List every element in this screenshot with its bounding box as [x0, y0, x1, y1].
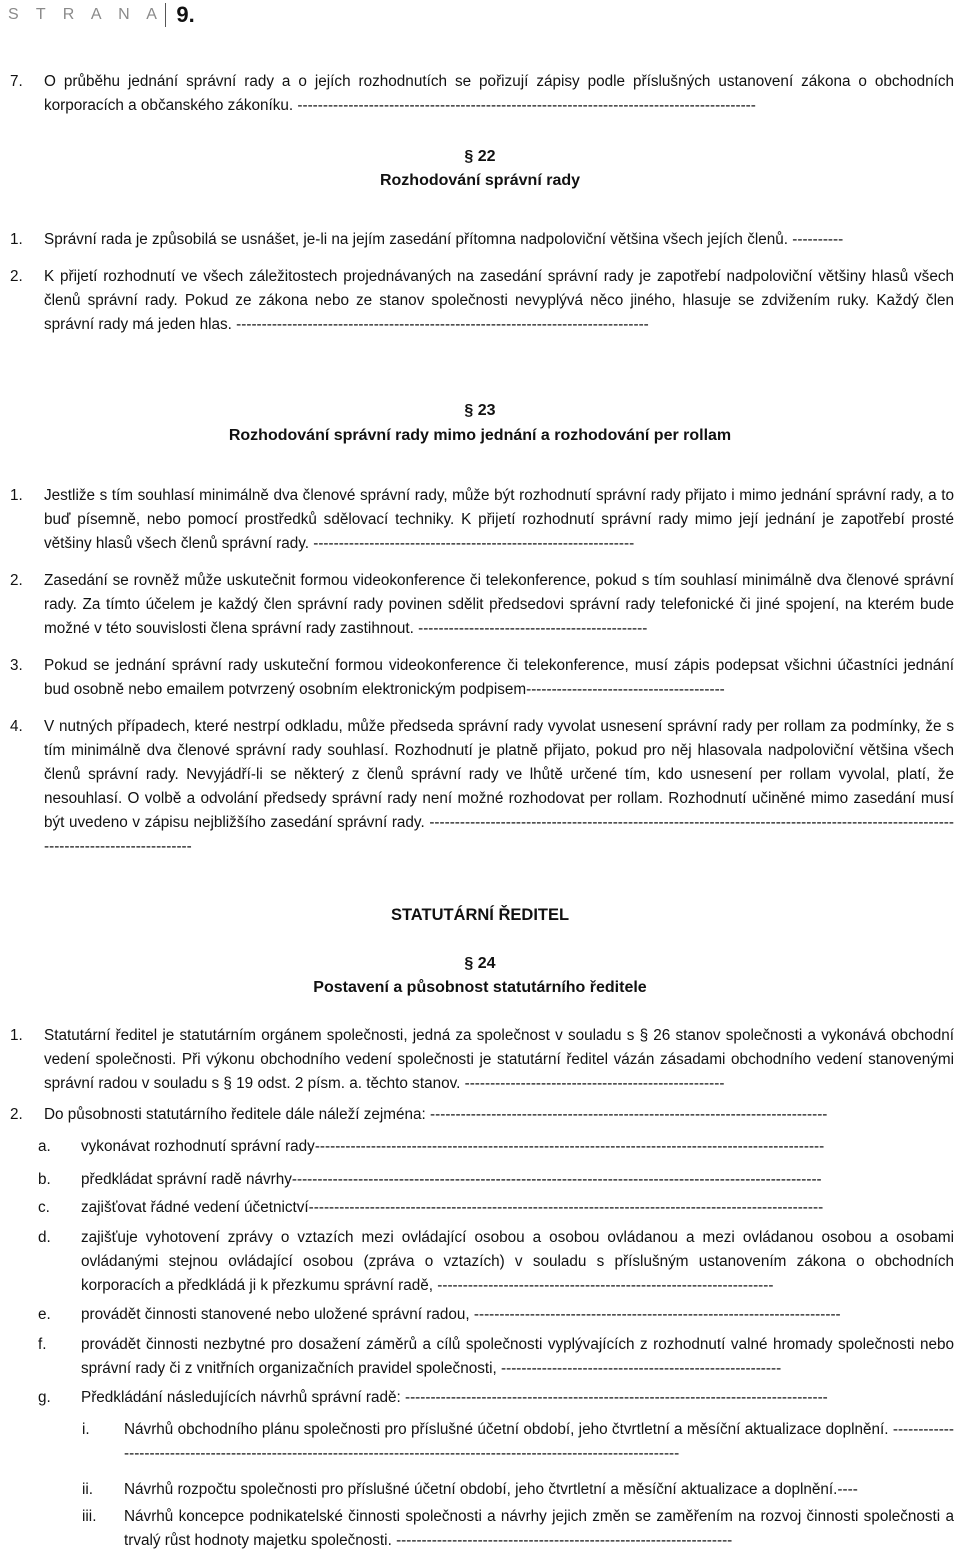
- section-24-title: Postavení a působnost statutárního ředitele: [313, 979, 647, 996]
- s23-item-3: 3. Pokud se jednání správní rady uskuteční formou videokonference či telekonference, musí zápis podepsat všichni účastníci jednání bud osobně nebo emailem potvrzený osobním elektronickým podpisem---------------------------------------: [10, 657, 954, 698]
- page-label: S T R A N A: [8, 6, 164, 23]
- s22-item-1: 1. Správní rada je způsobilá se usnášet, je-li na jejím zasedání přítomna nadpoloviční většina všech jejích členů. ----------: [10, 231, 844, 248]
- section-22-title: Rozhodování správní rady: [379, 172, 581, 189]
- header-divider: [165, 3, 166, 27]
- s24-letter-g: g. Předkládání následujících návrhů správní radě: -----------------------------------------------------------------------------------: [38, 1389, 828, 1406]
- chapter-title: STATUTÁRNÍ ŘEDITEL: [390, 906, 570, 924]
- section-24-number: § 24: [464, 955, 496, 972]
- s24-letter-d: d. zajišťuje vyhotovení zprávy o vztazích mezi ovládající osobou a osobou ovládanou a mezi ovládanou osobou a osobami ovládanými stejnou ovládající osobou (zpráva o vztazích) v souladu s příslušným ustanovením zákona o obchodních korporacích a předkládá ji k přezkumu správní radě, ------------------------------------------------------------------: [38, 1229, 954, 1294]
- page-number: 9.: [176, 2, 195, 27]
- s24-roman-i: i. Návrhů obchodního plánu společnosti pro příslušné účetní období, jeho čtvrtletní a měsíční aktualizace doplnění. -------------------------------------------------------------------------------------------------------------------------: [82, 1421, 954, 1462]
- item-number: 7.: [10, 73, 23, 90]
- s24-item-2: 2. Do působnosti statutárního ředitele dále náleží zejména: ------------------------------------------------------------------------------: [10, 1106, 828, 1123]
- s24-letter-e: e. provádět činnosti stanovené nebo uložené správní radou, ------------------------------------------------------------------------: [38, 1306, 841, 1323]
- s24-letter-b: b. předkládat správní radě návrhy--------------------------------------------------------------------------------------------------------: [38, 1171, 822, 1188]
- page-header: [8, 3, 195, 27]
- s24-roman-ii: ii. Návrhů rozpočtu společnosti pro příslušné účetní období, jeho čtvrtletní a měsíční aktualizace a doplnění.----: [82, 1481, 858, 1498]
- item-text: O průběhu jednání správní rady a o jejích rozhodnutích se pořizují zápisy podle příslušných ustanovení zákona o obchodních korporacích a občanského zákoníku. ------------------------------------------------------------------------------------------: [44, 73, 954, 114]
- s24-roman-iii: iii. Návrhů koncepce podnikatelské činnosti společnosti a návrhy jejich změn se zaměřením na rozvoj činnosti společnosti a trvalý růst hodnoty majetku společnosti. ------------------------------------------------------------------: [82, 1508, 954, 1549]
- s24-item-1: 1. Statutární ředitel je statutárním orgánem společnosti, jedná za společnost v souladu s § 26 stanov společnosti a vykonává obchodní vedení společnosti. Při výkonu obchodního vedení společnosti je statutární ředitel vázán zásadami obchodního vedení stanovenými správní radou v souladu s § 19 odst. 2 písm. a. těchto stanov. ---------------------------------------------------: [10, 1027, 954, 1092]
- section-23-number: § 23: [464, 402, 496, 419]
- s24-letter-a: a. vykonávat rozhodnutí správní rady----------------------------------------------------------------------------------------------------: [38, 1138, 825, 1155]
- section-23-title: Rozhodování správní rady mimo jednání a rozhodování per rollam: [228, 427, 732, 444]
- s24-letter-f: f. provádět činnosti nezbytné pro dosažení záměrů a cílů společnosti vyplývajících z rozhodnutí valné hromady společnosti nebo správní rady či z vnitřních organizačních pravidel společnosti, -------------------------------------------------------: [38, 1336, 954, 1377]
- s23-item-4: 4. V nutných případech, které nestrpí odkladu, může předseda správní rady vyvolat usnesení správní rady per rollam za podmínky, že s tím minimálně dva členové správní rady souhlasí. Rozhodnutí je platně přijato, pokud pro něj hlasovala nadpoloviční většina všech členů správní rady. Nevyjádří-li se některý z členů správní rady ve lhůtě určené tím, kdo usnesení per rollam vyvolal, platí, že nesouhlasí. O volbě a odvolání předsedy správní rady není možné rozhodovat per rollam. Rozhodnutí učiněné mimo zasedání musí být uvedeno v zápisu nejbližšího zasedání správní rady. ------------------------------------------------------------------------------------------------------------------------------------: [10, 718, 954, 855]
- s24-letter-c: c. zajišťovat řádné vedení účetnictví-----------------------------------------------------------------------------------------------------: [38, 1199, 824, 1216]
- s23-item-2: 2. Zasedání se rovněž může uskutečnit formou videokonference či telekonference, pokud s tím souhlasí minimálně dva členové správní rady. Za tímto účelem je každý člen správní rady povinen sdělit předsedovi správní rady telefonické či jiné spojení, na kterém bude možné v této souvislosti člena správní rady zastihnout. ---------------------------------------------: [10, 572, 954, 637]
- section-22-number: § 22: [464, 148, 496, 165]
- s22-item-2: 2. K přijetí rozhodnutí ve všech záležitostech projednávaných na zasedání správní rady je zapotřebí nadpoloviční většiny hlasů všech členů správní rady. Pokud ze zákona nebo ze stanov společnosti nevyplývá něco jiného, hlasuje se zdvižením ruky. Každý člen správní rady má jeden hlas. ---------------------------------------------------------------------------------: [10, 268, 954, 333]
- s23-item-1: 1. Jestliže s tím souhlasí minimálně dva členové správní rady, může být rozhodnutí správní rady přijato i mimo jednání správní rady, a to buď písemně, nebo pomocí prostředků sdělovací techniky. K přijetí rozhodnutí správní rady mimo její jednání je zapotřebí prosté většiny hlasů všech členů správní rady. ---------------------------------------------------------------: [10, 487, 954, 552]
- paragraph-7: [10, 70, 954, 118]
